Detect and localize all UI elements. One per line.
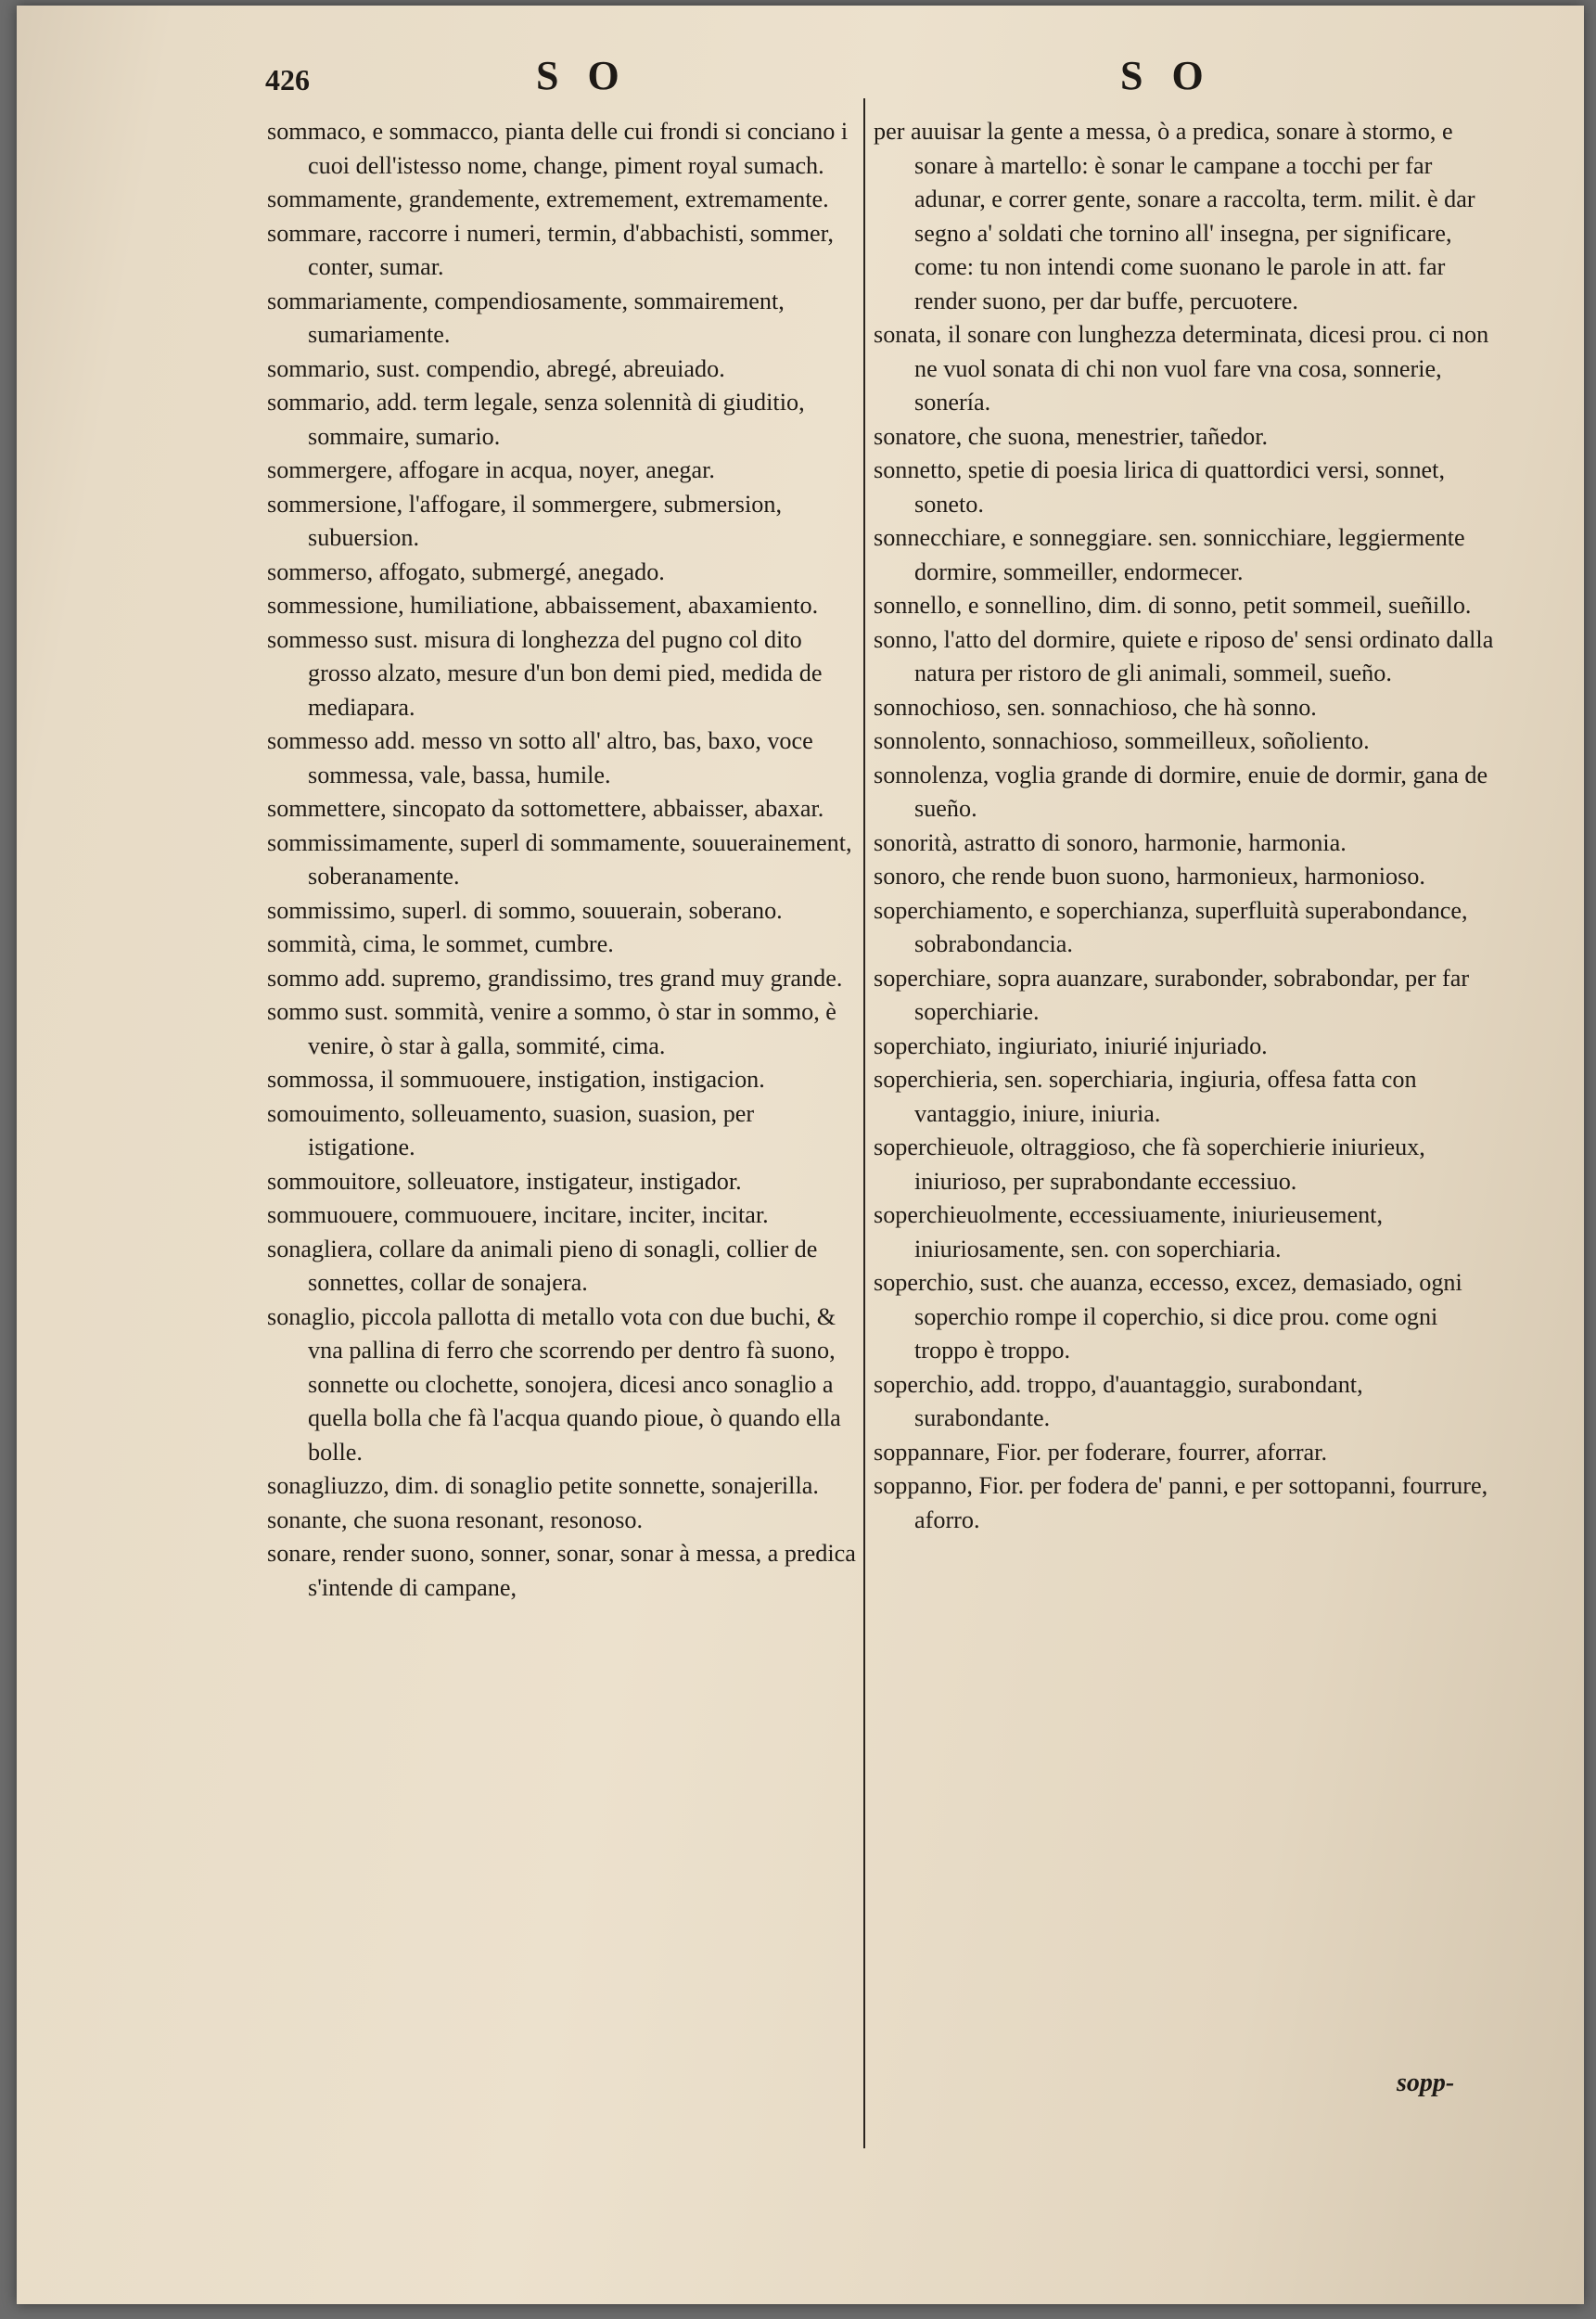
dictionary-entry: soperchiare, sopra auanzare, surabonder, sobrabondar, per far soperchiarie. [874,964,1470,1025]
column-divider [863,98,865,2148]
dictionary-entry: soppanno, Fior. per fodera de' panni, e per sottopanni, fourrure, aforro. [874,1472,1488,1533]
dictionary-entry: sonatore, che suona, menestrier, tañedor. [874,422,1269,450]
dictionary-entry: sonante, che suona resonant, resonoso. [267,1505,644,1533]
dictionary-entry: soperchieuole, oltraggioso, che fà soperchierie iniurieux, iniurioso, per suprabondante eccessiuo. [874,1134,1425,1195]
dictionary-entry: sonagliuzzo, dim. di sonaglio petite sonnette, sonajerilla. [267,1472,819,1499]
dictionary-entry: sommare, raccorre i numeri, termin, d'abbachisti, sommer, conter, sumar. [267,219,834,280]
dictionary-entry: soperchiamento, e soperchianza, superfluità superabondance, sobrabondancia. [874,896,1468,957]
dictionary-entry: sommossa, il sommuouere, instigation, instigacion. [267,1066,765,1093]
dictionary-entry: sommario, sust. compendio, abregé, abreuiado. [267,354,725,382]
dictionary-entry: sommouitore, solleuatore, instigateur, instigador. [267,1167,742,1195]
dictionary-entry: sonare, render suono, sonner, sonar, sonar à messa, a predica s'intende di campane, [267,1540,856,1601]
dictionary-entry: sonno, l'atto del dormire, quiete e riposo de' sensi ordinato dalla natura per ristoro de gli animali, sommeil, sueño. [874,625,1494,686]
dictionary-entry: sommettere, sincopato da sottomettere, abbaisser, abaxar. [267,795,824,822]
dictionary-entry: sommario, add. term legale, senza solennità di giuditio, sommaire, sumario. [267,389,805,450]
dictionary-entry: sommissimo, superl. di sommo, souuerain, soberano. [267,896,783,924]
catchword: sopp- [1397,2069,1455,2097]
dictionary-entry: sommo add. supremo, grandissimo, tres grand muy grande. [267,964,843,992]
dictionary-entry: sommersione, l'affogare, il sommergere, submersion, subuersion. [267,490,783,551]
dictionary-entry: sommerso, affogato, submergé, anegado. [267,557,665,585]
dictionary-entry: sonorità, astratto di sonoro, harmonie, harmonia. [874,828,1347,856]
dictionary-entry: soperchieria, sen. soperchiaria, ingiuria, offesa fatta con vantaggio, iniure, iniuria. [874,1066,1417,1127]
dictionary-entry: per auuisar la gente a messa, ò a predica, sonare à stormo, e sonare à martello: è sonar le campane a tocchi per far adunar, e correr gente, sonare a raccolta, term. milit. è dar segno a' soldati che tornino all' insegna, per significare, come: tu non intendi come suonano le parole in att. far render suono, per dar buffe, percuotere. [874,118,1475,314]
dictionary-entry: sommamente, grandemente, extremement, extremamente. [267,186,829,212]
dictionary-entry: sonaglio, piccola pallotta di metallo vota con due buchi, & vna pallina di ferro che scorrendo per dentro fà suono, sonnette ou clochette, sonojera, dicesi anco sonaglio a quella bolla che fà l'acqua quando pioue, ò quando ella bolle. [267,1302,841,1466]
dictionary-entry: sommesso add. messo vn sotto all' altro, bas, baxo, voce sommessa, vale, bassa, humile. [267,727,813,788]
dictionary-entry: sommuouere, commuouere, incitare, inciter, incitar. [267,1201,769,1228]
dictionary-entry: sommariamente, compendiosamente, sommairement, sumariamente. [267,287,785,348]
dictionary-entry: sommo sust. sommità, venire a sommo, ò star in sommo, è venire, ò star à galla, sommité, cima. [267,998,836,1059]
right-column [874,115,1500,1537]
dictionary-entry: sommesso sust. misura di longhezza del pugno col dito grosso alzato, mesure d'un bon demi pied, medida de mediapara. [267,625,823,721]
dictionary-entry: soperchiato, ingiuriato, iniurié injuriado. [874,1031,1268,1059]
dictionary-entry: sonnetto, spetie di poesia lirica di quattordici versi, sonnet, soneto. [874,456,1445,518]
dictionary-entry: sonnochioso, sen. sonnachioso, che hà sonno. [874,693,1317,721]
dictionary-entry: sommità, cima, le sommet, cumbre. [267,930,614,957]
dictionary-entry: soperchio, sust. che auanza, eccesso, excez, demasiado, ogni soperchio rompe il coperchio, si dice prou. come ogni troppo è troppo. [874,1269,1462,1364]
left-column [267,115,861,1605]
dictionary-entry: sonnolenza, voglia grande di dormire, enuie de dormir, gana de sueño. [874,761,1488,822]
dictionary-entry: sommaco, e sommacco, pianta delle cui frondi si conciano i cuoi dell'istesso nome, change, piment royal sumach. [267,118,849,179]
dictionary-entry: sonnello, e sonnellino, dim. di sonno, petit sommeil, sueñillo. [874,592,1472,619]
dictionary-entry: sommissimamente, superl di sommamente, souuerainement, soberanamente. [267,828,852,890]
running-head-right: S O [1120,53,1213,98]
dictionary-entry: sonnecchiare, e sonneggiare. sen. sonnicchiare, leggiermente dormire, sommeiller, endormecer. [874,524,1465,585]
dictionary-entry: soperchieuolmente, eccessiuamente, iniurieusement, iniuriosamente, sen. con soperchiaria. [874,1201,1384,1262]
page-number: 426 [265,63,310,96]
dictionary-page [17,6,1584,2304]
dictionary-entry: soperchio, add. troppo, d'auantaggio, surabondant, surabondante. [874,1370,1363,1431]
running-head-left: S O [536,53,629,98]
dictionary-entry: sommergere, affogare in acqua, noyer, anegar. [267,456,715,483]
dictionary-entry: sonata, il sonare con lunghezza determinata, dicesi prou. ci non ne vuol sonata di chi non vuol fare vna cosa, sonnerie, sonería. [874,321,1489,416]
dictionary-entry: sonoro, che rende buon suono, harmonieux, harmonioso. [874,863,1425,890]
dictionary-entry: soppannare, Fior. per foderare, fourrer, aforrar. [874,1438,1328,1466]
dictionary-entry: sonnolento, sonnachioso, sommeilleux, soñoliento. [874,727,1370,754]
dictionary-entry: sommessione, humiliatione, abbaissement, abaxamiento. [267,592,819,619]
dictionary-entry: sonagliera, collare da animali pieno di sonagli, collier de sonnettes, collar de sonajera. [267,1235,818,1296]
dictionary-entry: somouimento, solleuamento, suasion, suasion, per istigatione. [267,1099,755,1160]
